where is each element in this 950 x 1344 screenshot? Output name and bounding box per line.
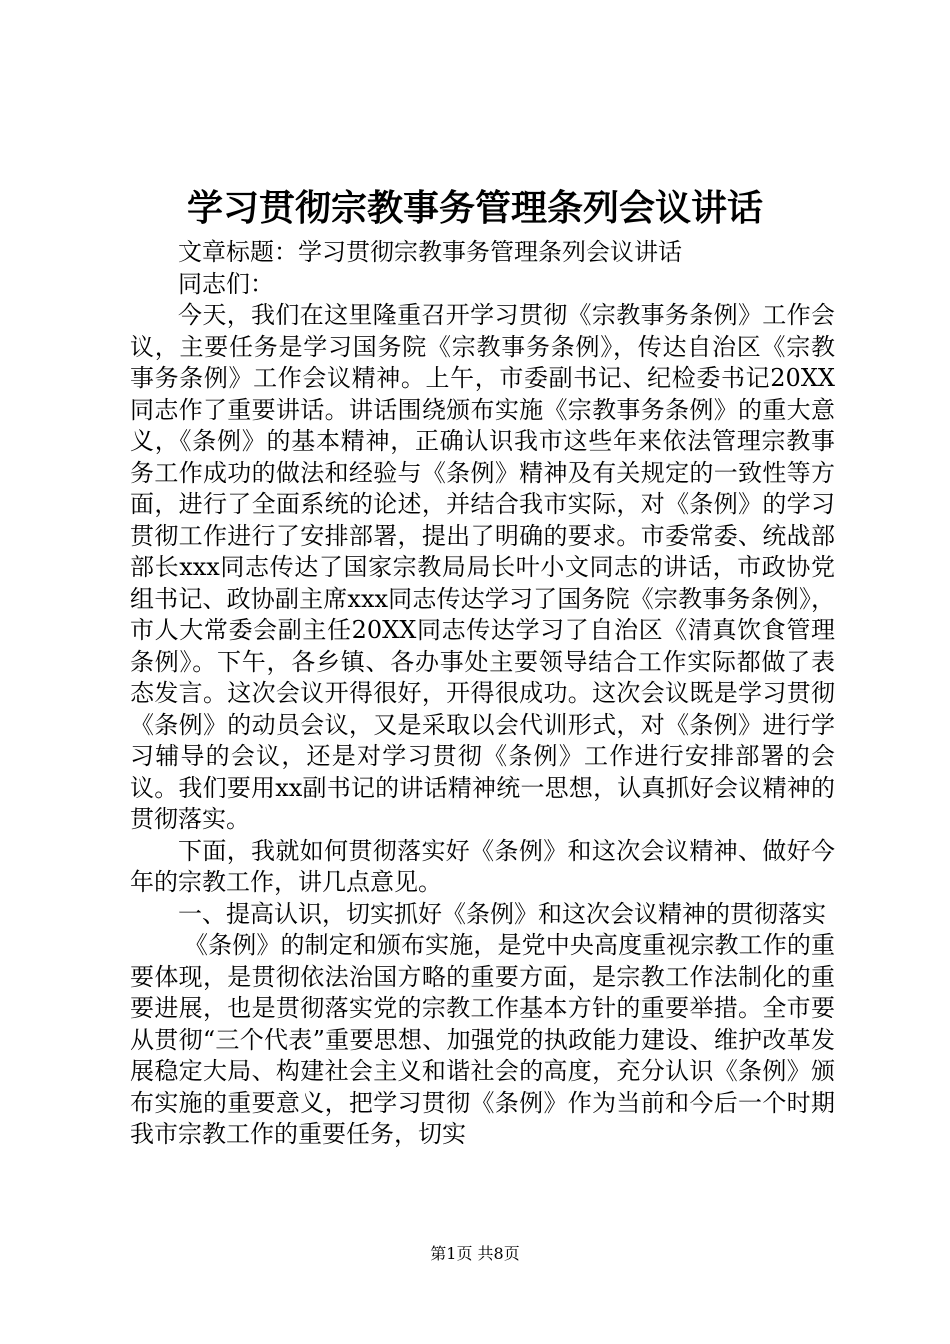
article-title-line: 文章标题：学习贯彻宗教事务管理条列会议讲话 bbox=[178, 238, 682, 266]
document-title: 学习贯彻宗教事务管理条列会议讲话 bbox=[186, 187, 763, 229]
section-heading-1: 一、提高认识，切实抓好《条例》和这次会议精神的贯彻落实 bbox=[178, 899, 826, 928]
paragraph-1: 今天，我们在这里隆重召开学习贯彻《宗教事务条例》工作会议，主要任务是学习国务院《宗教事务条例》，传达自治区《宗教事务条例》工作会议精神。上午，市委副书记、纪检委书记20XX同志作了重要讲话。讲话围绕颁布实施《宗教事务条例》的重大意义，《条例》的基本精神，正确认识我市这些年来依法管理宗教事务工作成功的做法和经验与《条例》精神及有关规定的一致性等方面，进行了全面系统的论述，并结合我市实际，对《条例》的学习贯彻工作进行了安排部署，提出了明确的要求。市委常委、统战部部长xxx同志传达了国家宗教局局长叶小文同志的讲话，市政协党组书记、政协副主席xxx同志传达学习了国务院《宗教事务条例》，市人大常委会副主任20XX同志传达学习了自治区《清真饮食管理条例》。下午，各乡镇、各办事处主要领导结合工作实际都做了表态发言。这次会议开得很好，开得很成功。这次会议既是学习贯彻《条例》的动员会议，又是采取以会代训形式，对《条例》进行学习辅导的会议，还是对学习贯彻《条例》工作进行安排部署的会议。我们要用xx副书记的讲话精神统一思想，认真抓好会议精神的贯彻落实。 bbox=[130, 301, 835, 833]
page-footer: 第1页 共8页 bbox=[430, 1244, 520, 1263]
document-body bbox=[130, 237, 835, 1151]
paragraph-2: 下面，我就如何贯彻落实好《条例》和这次会议精神、做好今年的宗教工作，讲几点意见。 bbox=[130, 836, 835, 896]
salutation: 同志们： bbox=[178, 269, 274, 298]
paragraph-3: 《条例》的制定和颁布实施，是党中央高度重视宗教工作的重要体现，是贯彻依法治国方略的重要方面，是宗教工作法制化的重要进展，也是贯彻落实党的宗教工作基本方针的重要举措。全市要从贯彻“三个代表”重要思想、加强党的执政能力建设、维护改革发展稳定大局、构建社会主义和谐社会的高度，充分认识《条例》颁布实施的重要意义，把学习贯彻《条例》作为当前和今后一个时期我市宗教工作的重要任务，切实 bbox=[130, 931, 835, 1148]
